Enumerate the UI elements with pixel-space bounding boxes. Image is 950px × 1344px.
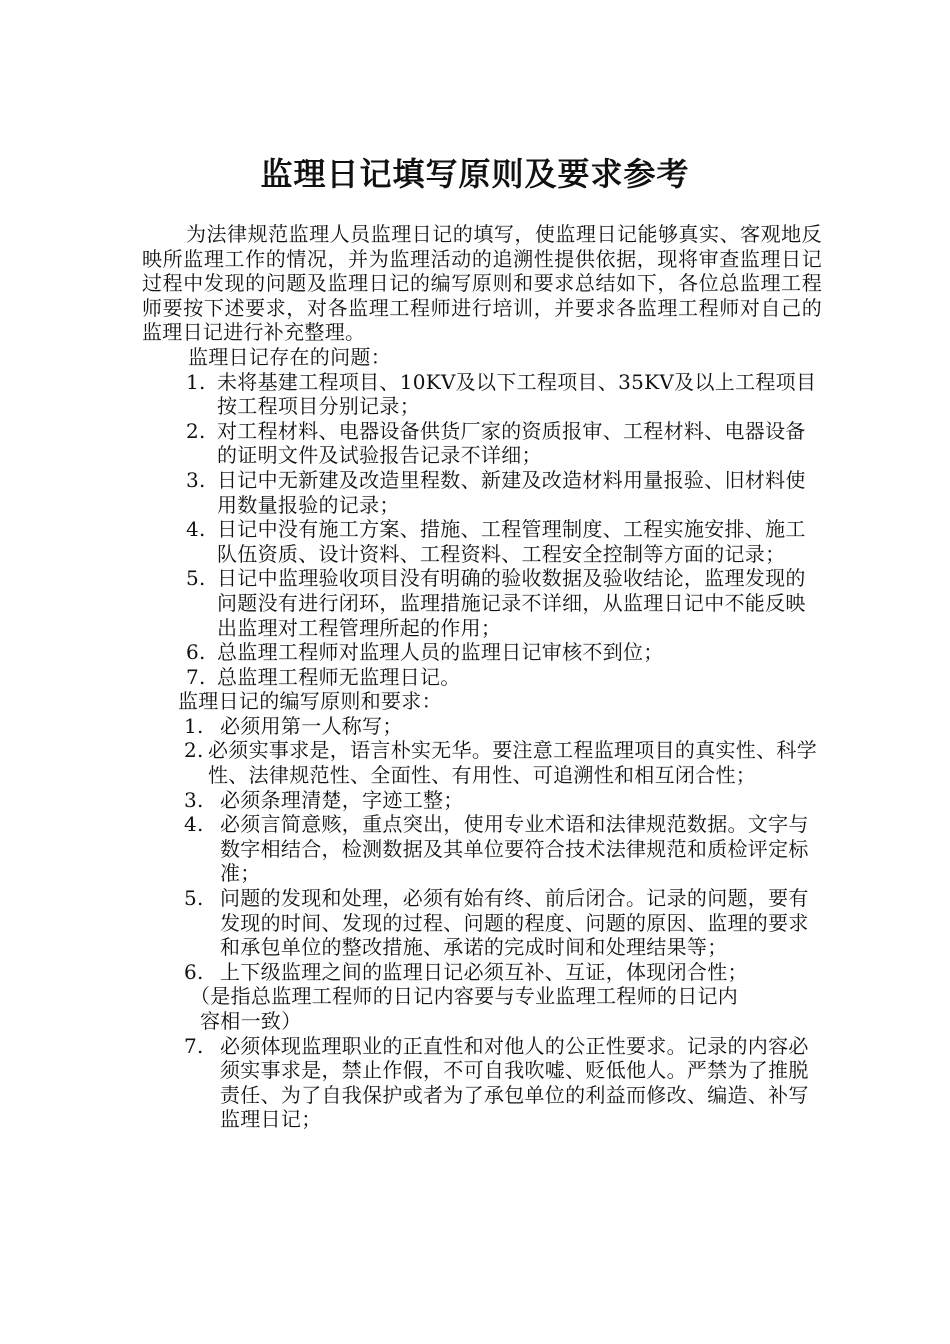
list-item-text: 总监理工程师无监理日记。: [217, 664, 461, 689]
list-item-text: 日记中监理验收项目没有明确的验收数据及验收结论，监理发现的问题没有进行闭环，监理措施记录不详细，从监理日记中不能反映出监理对工程管理所起的作用；: [217, 566, 806, 640]
list-item-text: 上下级监理之间的监理日记必须互补、互证，体现闭合性；: [220, 959, 748, 984]
list-item: [142, 665, 822, 690]
list-item-text: 必须体现监理职业的正直性和对他人的公正性要求。记录的内容必须实事求是，禁止作假，不可自我吹嘘、贬低他人。严禁为了推脱责任、为了自我保护或者为了承包单位的利益而修改、编造、补写监理日记；: [220, 1033, 809, 1132]
list-item-text: 必须言简意赅，重点突出，使用专业术语和法律规范数据。文字与数字相结合，检测数据及其单位要符合技术法律规范和质检评定标准；: [220, 812, 809, 886]
list-item: [142, 788, 822, 813]
list-item: [142, 517, 822, 566]
list-item-text: 未将基建工程项目、10KV及以下工程项目、35KV及以上工程项目按工程项目分别记录；: [217, 369, 817, 419]
list-number: 3.: [186, 467, 206, 492]
list-number: 4.: [186, 517, 206, 542]
list-item: [142, 1034, 822, 1132]
list-number: 2.: [184, 738, 204, 763]
list-item: [142, 419, 822, 468]
list-item: [142, 960, 822, 1034]
list-item: [142, 714, 822, 739]
list-item: [142, 640, 822, 665]
list-number: 1.: [186, 369, 206, 394]
list-item: [142, 812, 822, 886]
intro-paragraph: 为法律规范监理人员监理日记的填写，使监理日记能够真实、客观地反映所监理工作的情况，并为监理活动的追溯性提供依据，现将审查监理日记过程中发现的问题及监理日记的编写原则和要求总结如下，各位总监理工程师要按下述要求，对各监理工程师进行培训，并要求各监理工程师对自己的监理日记进行补充整理。: [142, 222, 822, 345]
principles-list: [142, 714, 822, 1132]
list-number: 2.: [186, 418, 206, 443]
list-item-text: 必须用第一人称写；: [220, 713, 403, 738]
list-number: 7.: [186, 664, 206, 689]
list-item-text: 日记中没有施工方案、措施、工程管理制度、工程实施安排、施工队伍资质、设计资料、工程资料、工程安全控制等方面的记录；: [217, 517, 806, 566]
list-number: 6.: [186, 640, 206, 665]
list-item-text: 必须条理清楚，字迹工整；: [220, 787, 464, 812]
principles-heading: 监理日记的编写原则和要求：: [178, 689, 442, 714]
list-item-text: 日记中无新建及改造里程数、新建及改造材料用量报验、旧材料使用数量报验的记录；: [217, 467, 806, 517]
list-item: [142, 370, 822, 419]
list-number: 3.: [184, 787, 204, 812]
list-number: 5.: [186, 566, 206, 591]
list-item-text: 总监理工程师对监理人员的监理日记审核不到位；: [217, 640, 664, 665]
list-item: [142, 886, 822, 960]
list-number: 5.: [184, 886, 204, 911]
problems-heading: 监理日记存在的问题：: [188, 344, 391, 369]
list-number: 1.: [184, 713, 204, 738]
list-item-text: 必须实事求是，语言朴实无华。要注意工程监理项目的真实性、科学性、法律规范性、全面性、有用性、可追溯性和相互闭合性；: [208, 738, 817, 788]
list-item: [142, 738, 822, 787]
list-item: [142, 468, 822, 517]
problems-list: [142, 370, 822, 690]
list-item-text: 问题的发现和处理，必须有始有终、前后闭合。记录的问题，要有发现的时间、发现的过程、问题的程度、问题的原因、监理的要求和承包单位的整改措施、承诺的完成时间和处理结果等；: [220, 886, 809, 960]
list-item-note: （是指总监理工程师的日记内容要与专业监理工程师的日记内: [190, 984, 739, 1009]
list-item: [142, 566, 822, 640]
list-number: 7.: [184, 1033, 204, 1058]
list-number: 4.: [184, 812, 204, 837]
list-number: 6.: [184, 959, 204, 984]
document-body: [142, 222, 822, 1132]
document-title: 监理日记填写原则及要求参考: [260, 155, 690, 193]
list-item-text: 对工程材料、电器设备供货厂家的资质报审、工程材料、电器设备的证明文件及试验报告记录不详细；: [217, 418, 806, 468]
list-item-note-continued: 容相一致）: [200, 1009, 302, 1033]
